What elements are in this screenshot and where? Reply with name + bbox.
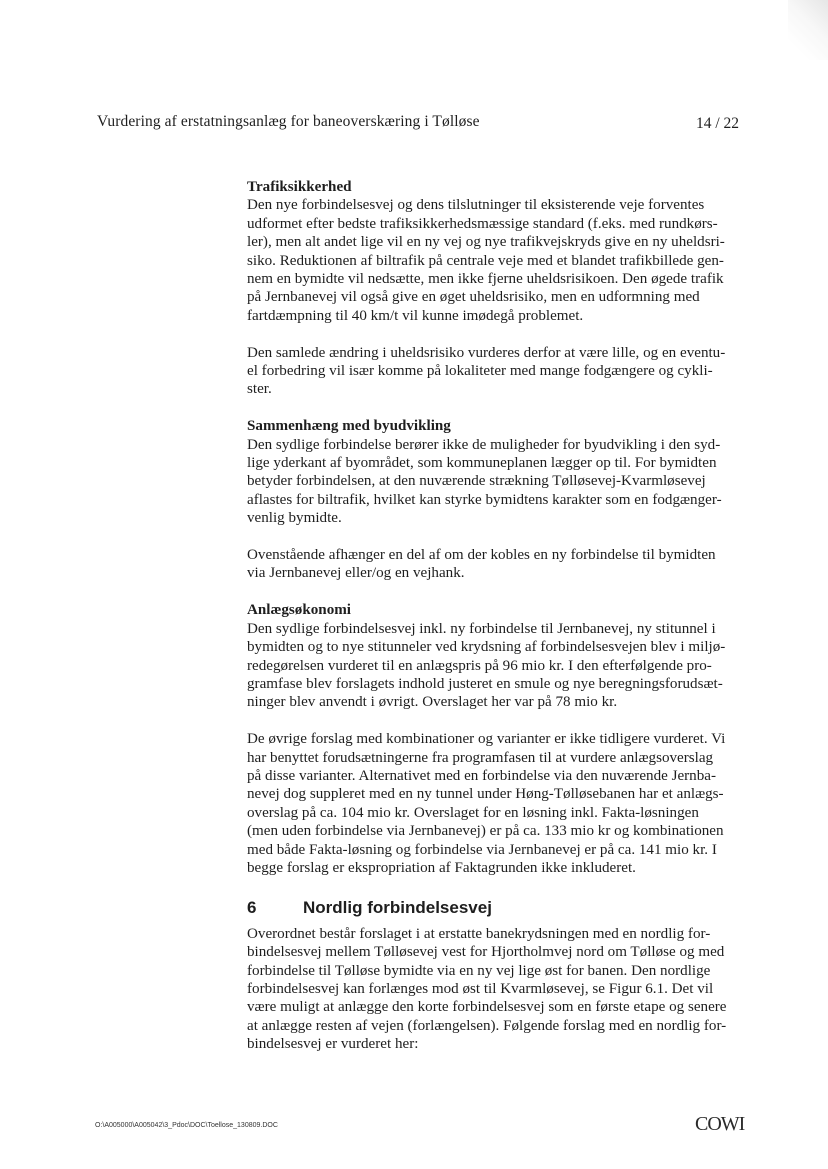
- text-line: ler), men alt andet lige vil en ny vej og nye trafikvejskryds give en ny uheldsri-: [247, 234, 725, 251]
- text-line: Den nye forbindelsesvej og dens tilslutninger til eksisterende veje forventes: [247, 197, 705, 214]
- section-heading: [247, 899, 737, 917]
- section-number: 6: [247, 898, 257, 918]
- text-line: Ovenstående afhænger en del af om der kobles en ny forbindelse til bymidten: [247, 547, 716, 564]
- text-line: udformet efter bedste trafiksikkerhedsmæssige standard (f.eks. med rundkørs-: [247, 215, 718, 232]
- page-number: 14 / 22: [695, 115, 739, 132]
- text-line: Den sydlige forbindelse berører ikke de muligheder for byudvikling i den syd-: [247, 436, 721, 453]
- text-line: nem en bymidte vil nedsætte, men ikke fjerne uheldsrisikoen. Den øgede trafik: [247, 271, 724, 288]
- text-line: bindelsesvej mellem Tølløsevej vest for Hjortholmvej nord om Tølløse og med: [247, 944, 725, 961]
- text-line: overslag på ca. 104 mio kr. Overslaget for en løsning inkl. Fakta-løsningen: [247, 804, 699, 821]
- text-line: at anlægge resten af vejen (forlængelsen). Følgende forslag med en nordlig for-: [247, 1017, 727, 1034]
- body-content: [247, 178, 737, 1054]
- text-line: redegørelsen vurderet til en anlægspris på 96 mio kr. I den efterfølgende pro-: [247, 657, 712, 674]
- text-line: via Jernbanevej eller/og en vejhank.: [247, 565, 465, 582]
- text-line: forbindelse til Tølløse bymidte via en ny vej lige øst for banen. Den nordlige: [247, 962, 711, 979]
- text-line: Den samlede ændring i uheldsrisiko vurderes derfor at være lille, og en eventu-: [247, 344, 726, 361]
- text-line: på Jernbanevej vil også give en øget uheldsrisiko, men en udformning med: [247, 289, 700, 306]
- text-line: siko. Reduktionen af biltrafik på centrale veje med et blandet trafikbillede gen-: [247, 252, 724, 269]
- text-line: Overordnet består forslaget i at erstatte banekrydsningen med en nordlig for-: [247, 925, 711, 942]
- text-line: aflastes for biltrafik, hvilket kan styrke bymidtens karakter som en fodgænger-: [247, 491, 722, 508]
- text-line: begge forslag er ekspropriation af Faktagrunden ikke inkluderet.: [247, 859, 636, 876]
- heading-trafiksikkerhed: Trafiksikkerhed: [247, 179, 352, 195]
- footer-file-path: O:\A005000\A005042\3_Pdoc\DOC\Toellose_130809.DOC: [95, 1122, 278, 1129]
- text-line: fartdæmpning til 40 km/t vil kunne imødegå problemet.: [247, 307, 584, 324]
- text-line: ninger blev anvendt i øvrigt. Overslaget her var på 78 mio kr.: [247, 694, 618, 711]
- text-line: (men uden forbindelse via Jernbanevej) er på ca. 133 mio kr og kombinationen: [247, 823, 724, 840]
- text-line: bindelsesvej er vurderet her:: [247, 1036, 419, 1053]
- text-line: være muligt at anlægge den korte forbindelsesvej som en første etape og senere: [247, 999, 727, 1016]
- text-line: nevej dog suppleret med en ny tunnel under Høng-Tølløsebanen har et anlægs-: [247, 786, 724, 803]
- text-line: ster.: [247, 381, 272, 398]
- text-line: med både Fakta-løsning og forbindelse via Jernbanevej er på ca. 141 mio kr. I: [247, 841, 717, 858]
- section-title: Nordlig forbindelsesvej: [303, 898, 492, 918]
- text-line: lige yderkant af byområdet, som kommuneplanen lægger op til. For bymidten: [247, 455, 717, 472]
- text-line: betyder forbindelsen, at den nuværende strækning Tølløsevej-Kvarmløsevej: [247, 473, 706, 490]
- heading-anlaegsokonomi: Anlægsøkonomi: [247, 602, 352, 619]
- text-line: på disse varianter. Alternativet med en forbindelse via den nuværende Jernba-: [247, 767, 717, 784]
- cowi-logo: COWI: [695, 1113, 745, 1135]
- text-line: forbindelsesvej kan forlænges mod øst til Kvarmløsevej, se Figur 6.1. Det vil: [247, 980, 714, 997]
- text-line: Den sydlige forbindelsesvej inkl. ny forbindelse til Jernbanevej, ny stitunnel i: [247, 620, 716, 637]
- text-line: venlig bymidte.: [247, 510, 342, 527]
- heading-byudvikling: Sammenhæng med byudvikling: [247, 418, 451, 435]
- text-line: bymidten og to nye stitunneler ved krydsning af forbindelsesvejen blev i miljø-: [247, 639, 726, 656]
- text-line: gramfase blev forslagets indhold justeret en smule og nye beregningsforudsæt-: [247, 675, 723, 692]
- scan-corner-shade: [788, 0, 828, 60]
- text-line: De øvrige forslag med kombinationer og varianter er ikke tidligere vurderet. Vi: [247, 731, 726, 748]
- header-title: Vurdering af erstatningsanlæg for baneoverskæring i Tølløse: [97, 113, 480, 130]
- text-line: el forbedring vil især komme på lokaliteter med mange fodgængere og cykli-: [247, 363, 713, 380]
- text-line: har benyttet forudsætningerne fra programfasen til at vurdere anlægsoverslag: [247, 749, 714, 766]
